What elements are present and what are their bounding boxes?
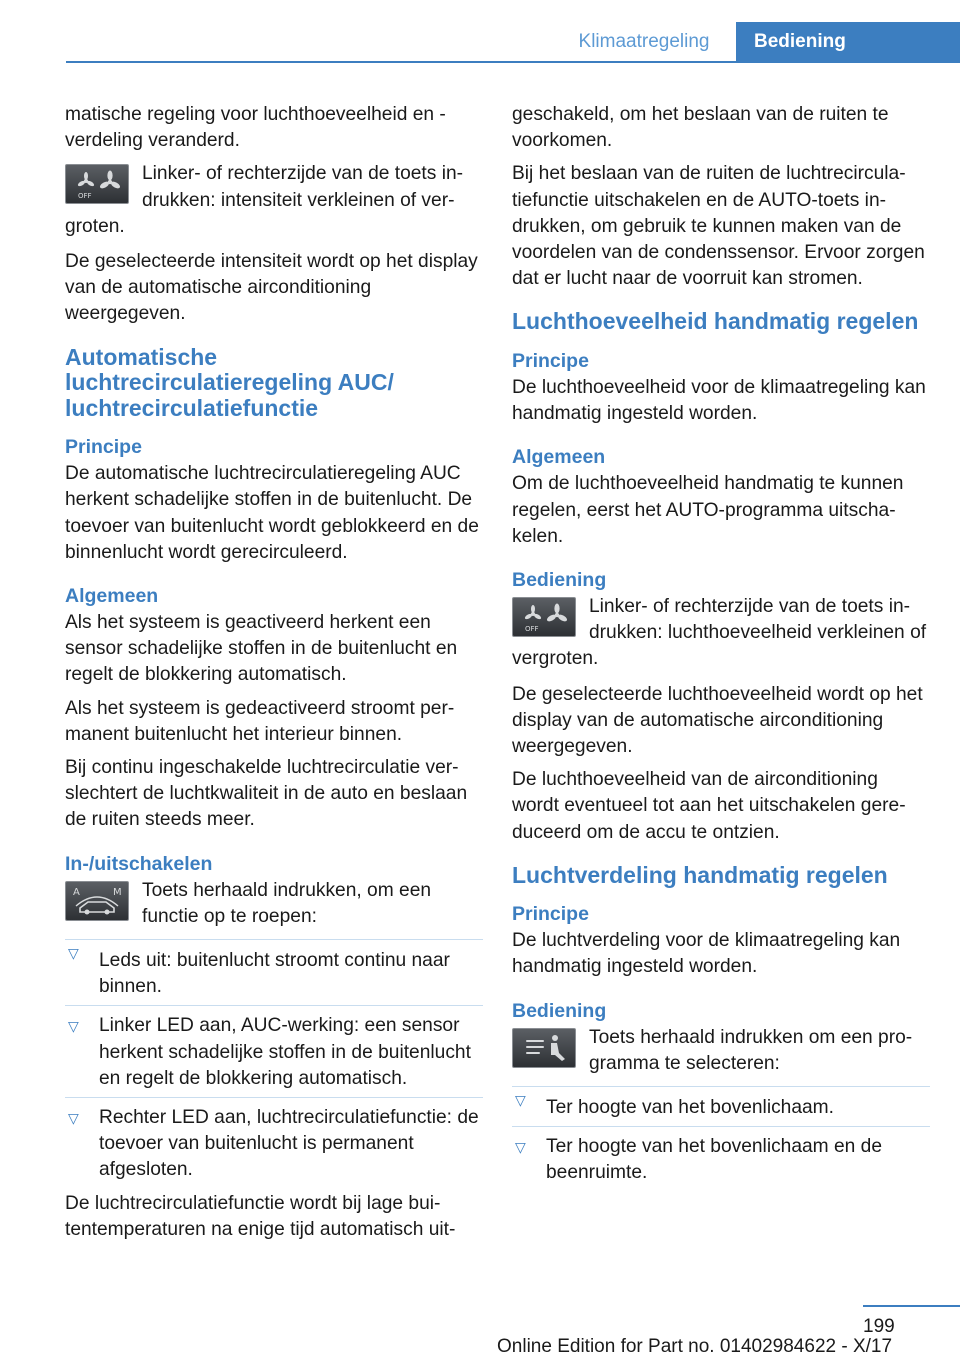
paragraph: Als het systeem is geactiveerd herkent een sensor schadelijke stoffen in de buitenlucht en regelt de blokkering automatisch. — [65, 611, 458, 686]
paragraph: Linker- of rechterzijde van de toets indrukken: luchthoeveelheid verkleinen of vergroten. — [512, 595, 927, 670]
subheading: Bediening — [512, 999, 607, 1022]
bullet-triangle-icon: ▽ — [68, 1018, 79, 1035]
paragraph: geschakeld, om het beslaan van de ruiten te voorkomen. — [512, 104, 889, 152]
right-column — [512, 102, 930, 1187]
bullet-triangle-icon: ▽ — [68, 944, 79, 961]
list-item: ▽ Rechter LED aan, luchtrecirculatiefunctie: de toevoer van buitenlucht is permanent afgesloten. — [68, 1106, 479, 1181]
subheading: Bediening — [512, 568, 607, 591]
auc-button-paragraph — [65, 878, 483, 930]
fan-button-paragraph — [512, 594, 930, 673]
page-number: 199 — [863, 1316, 895, 1337]
header-section-tab[interactable]: Klimaatregeling — [578, 31, 710, 52]
footer-rule — [863, 1305, 960, 1307]
off-label: OFF — [78, 192, 92, 201]
subheading: Principe — [512, 349, 589, 372]
subheading: Principe — [512, 903, 589, 926]
paragraph: De geselecteerde intensiteit wordt op het display van de automatische airconditioning weergegeven. — [65, 251, 478, 325]
fan-speed-button-icon — [512, 597, 576, 637]
paragraph: Om de luchthoeveelheid handmatig te kunnen regelen, eerst het AUTO-programma uitschakelen. — [512, 473, 904, 547]
paragraph: Als het systeem is gedeactiveerd stroomt permanent buitenlucht het interieur binnen. — [65, 697, 455, 745]
subheading: Algemeen — [65, 584, 159, 607]
bullet-list — [65, 939, 483, 1184]
bullet-triangle-icon: ▽ — [515, 1139, 526, 1156]
paragraph: De luchtverdeling voor de klimaatregeling kan handmatig ingesteld worden. — [512, 930, 901, 978]
air-distribution-button-icon — [512, 1028, 576, 1068]
page-header — [0, 0, 960, 62]
paragraph: matische regeling voor luchthoeveelheid en -verdeling veranderd. — [65, 104, 446, 152]
subheading: Algemeen — [512, 446, 606, 469]
paragraph: De luchthoeveelheid van de airconditioning wordt eventueel tot aan het uitschakelen gereduceerd om de accu te ontzien. — [512, 769, 906, 843]
header-rule — [66, 61, 960, 63]
bullet-triangle-icon: ▽ — [515, 1092, 526, 1109]
auc-m-label: M — [113, 886, 122, 898]
paragraph: De luchtrecirculatiefunctie wordt bij lage buitentemperaturen na enige tijd automatisch uit- — [65, 1192, 456, 1240]
paragraph: De luchthoeveelheid voor de klimaatregeling kan handmatig ingesteld worden. — [512, 376, 926, 425]
header-chapter-tab[interactable]: Bediening — [736, 22, 960, 62]
fan-speed-button-icon — [65, 164, 129, 204]
paragraph: De geselecteerde luchthoeveelheid wordt op het display van de automatische airconditioning weergegeven. — [512, 683, 923, 757]
paragraph: Bij het beslaan van de ruiten de luchtrecirculatiefunctie uitschakelen en de AUTO-toets indrukken, om gebruik te kunnen maken van de voordelen van de condenssensor. Ervoor zorgen dat er lucht naar de voorruit kan stromen. — [512, 163, 925, 290]
fan-button-paragraph — [65, 161, 483, 240]
bullet-list — [512, 1086, 930, 1187]
section-heading: Luchthoeveelheid handmatig regelen — [512, 308, 919, 335]
paragraph: Bij continu ingeschakelde luchtrecirculatie verslechtert de luchtkwaliteit in de auto en beslaan de ruiten steeds meer. — [65, 756, 468, 831]
bullet-triangle-icon: ▽ — [68, 1109, 79, 1126]
list-item: ▽ Leds uit: buitenlucht stroomt continu naar binnen. — [65, 939, 483, 1006]
off-label: OFF — [525, 624, 539, 633]
paragraph: Linker- of rechterzijde van de toets indrukken: intensiteit verkleinen of vergroten. — [65, 163, 464, 237]
section-heading: Automatische luchtrecirculatieregeling AUC/ luchtrecirculatiefunctie — [65, 343, 394, 421]
left-column — [65, 102, 483, 1250]
air-recirculation-button-icon — [65, 881, 129, 921]
paragraph: De automatische luchtrecirculatieregeling AUC herkent schadelijke stoffen in de buitenlucht. De toevoer van buitenlucht wordt geblokkeerd en de binnenlucht wordt gerecirculeerd. — [65, 463, 479, 563]
list-item: ▽ Ter hoogte van het bovenlichaam. — [512, 1086, 930, 1127]
edition-footer: Online Edition for Part no. 01402984622 - X/17 — [497, 1336, 893, 1357]
paragraph: Toets herhaald indrukken, om een functie op te roepen: — [142, 879, 432, 927]
subheading: Principe — [65, 436, 142, 459]
list-item: ▽ Linker LED aan, AUC-werking: een sensor herkent schadelijke stoffen in de buitenlucht en regelt de blokkering automatisch. — [65, 1013, 483, 1098]
auc-a-label: A — [73, 886, 80, 898]
paragraph: Toets herhaald indrukken om een programma te selecteren: — [589, 1026, 913, 1074]
subheading: In-/uitschakelen — [65, 852, 213, 875]
air-distribution-button-paragraph — [512, 1025, 930, 1077]
section-heading: Luchtverdeling handmatig regelen — [512, 861, 888, 888]
list-item: ▽ Ter hoogte van het bovenlichaam en de beenruimte. — [515, 1136, 883, 1184]
